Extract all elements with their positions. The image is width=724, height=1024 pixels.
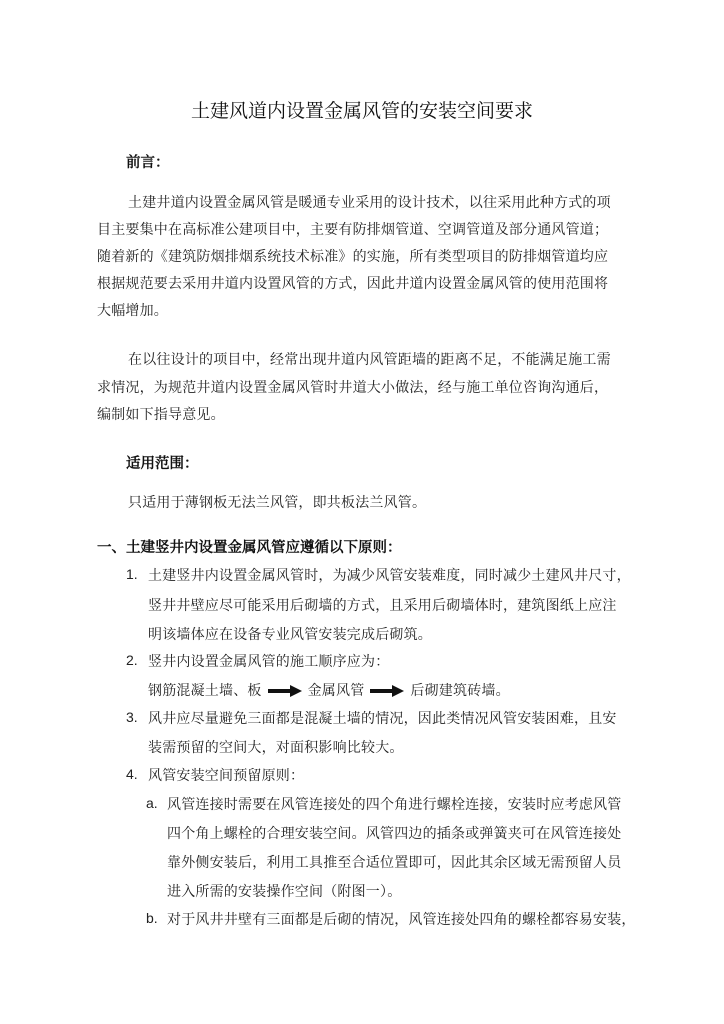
scope-heading: 适用范围：: [126, 456, 199, 472]
preface-para1-line: 目主要集中在高标准公建项目中，主要有防排烟管道、空调管道及部分通风管道；: [97, 222, 609, 238]
subitem-a-line: 风管连接时需要在风管连接处的四个角进行螺栓连接，安装时应考虑风管: [167, 797, 622, 813]
subitem-b-line: 对于风井井壁有三面都是后砌的情况，风管连接处四角的螺栓都容易安装，: [167, 912, 636, 928]
subitem-a-line: 进入所需的安装操作空间（附图一）。: [167, 884, 402, 900]
scope-text: 只适用于薄钢板无法兰风管，即共板法兰风管。: [128, 495, 427, 511]
item3-line: 风井应尽量避免三面都是混凝土墙的情况，因此类情况风管安装困难，且安: [148, 711, 617, 727]
item1-line: 竖井井壁应尽可能采用后砌墙的方式，且采用后砌墙体时，建筑图纸上应注: [148, 598, 617, 614]
sublist-label: b.: [146, 910, 158, 926]
item1-line: 明该墙体应在设备专业风管安装完成后砌筑。: [148, 627, 432, 643]
list-number: 1.: [126, 566, 138, 582]
subitem-a-line: 靠外侧安装后，利用工具推至合适位置即可，因此其余区域无需预留人员: [167, 855, 622, 871]
sequence-step: 后砌建筑砖墙。: [410, 683, 510, 699]
construction-sequence: [148, 680, 510, 700]
preface-para2-line: 编制如下指导意见。: [97, 407, 225, 423]
sequence-step: 钢筋混凝土墙、板: [148, 683, 262, 699]
preface-para2-line: 在以往设计的项目中，经常出现井道内风管距墙的距离不足，不能满足施工需: [128, 352, 611, 368]
list-number: 4.: [126, 766, 138, 782]
arrow-right-icon: [268, 685, 302, 697]
preface-para1-line: 根据规范要去采用井道内设置风管的方式，因此井道内设置金属风管的使用范围将: [97, 276, 609, 292]
item1-line: 土建竖井内设置金属风管时，为减少风管安装难度，同时减少土建风井尺寸，: [148, 568, 631, 584]
list-number: 2.: [126, 652, 138, 668]
preface-para2-line: 求情况，为规范井道内设置金属风管时井道大小做法，经与施工单位咨询沟通后，: [97, 380, 609, 396]
preface-heading: 前言：: [126, 155, 170, 171]
item2-line: 竖井内设置金属风管的施工顺序应为：: [148, 654, 390, 670]
item4-line: 风管安装空间预留原则：: [148, 768, 305, 784]
preface-para1-line: 大幅增加。: [97, 303, 168, 319]
list-number: 3.: [126, 709, 138, 725]
page-title: 土建风道内设置金属风管的安装空间要求: [190, 100, 533, 122]
sequence-step: 金属风管: [307, 683, 365, 699]
preface-para1-line: 土建井道内设置金属风管是暖通专业采用的设计技术，以往采用此种方式的项: [128, 195, 611, 211]
preface-para1-line: 随着新的《建筑防烟排烟系统技术标准》的实施，所有类型项目的防排烟管道均应: [97, 249, 609, 265]
subitem-a-line: 四个角上螺栓的合理安装空间。风管四边的插条或弹簧夹可在风管连接处: [167, 826, 622, 842]
sublist-label: a.: [146, 795, 158, 811]
item3-line: 装需预留的空间大，对面积影响比较大。: [148, 740, 404, 756]
arrow-right-icon: [370, 685, 404, 697]
section1-heading: 一、土建竖井内设置金属风管应遵循以下原则：: [97, 540, 402, 556]
